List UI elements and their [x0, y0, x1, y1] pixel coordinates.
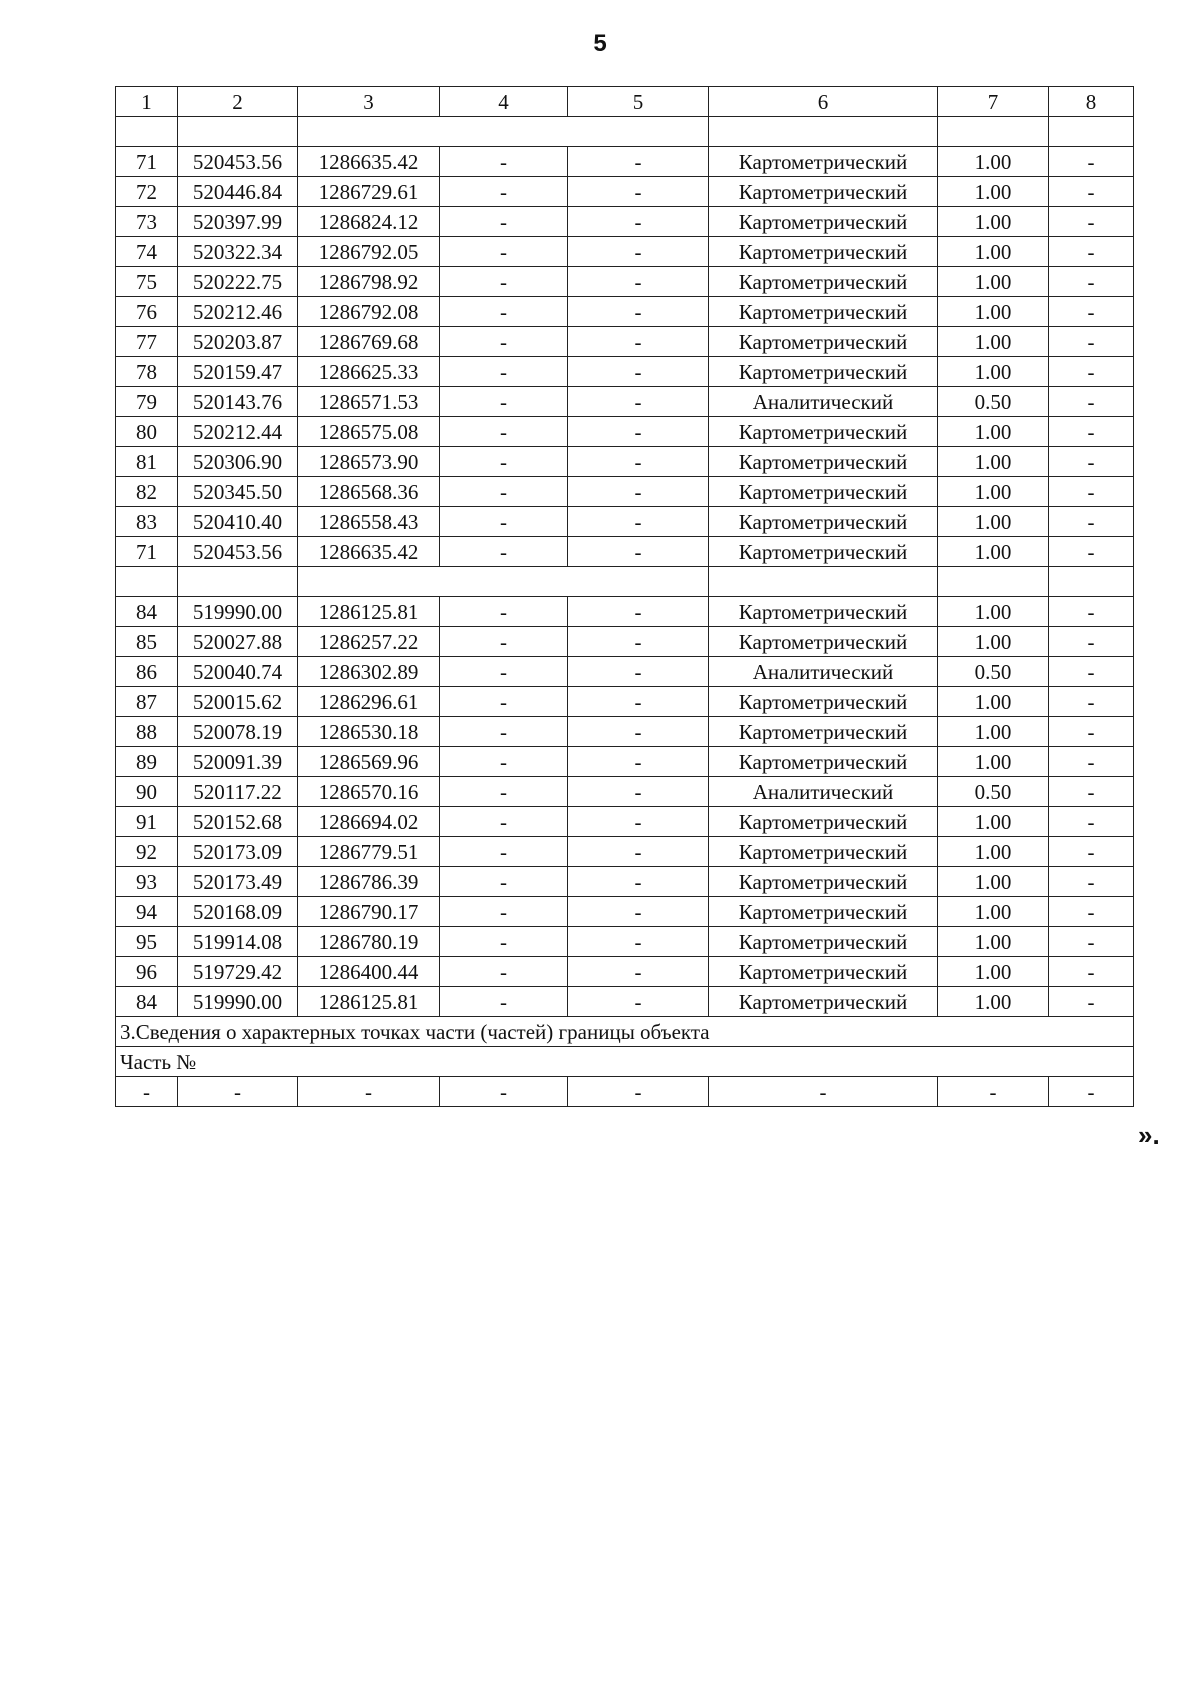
table-cell: 1.00	[938, 477, 1049, 507]
table-cell: -	[568, 927, 709, 957]
table-cell: -	[568, 147, 709, 177]
part-label: Часть №	[116, 1047, 1134, 1077]
table-row	[116, 747, 1134, 777]
table-cell: -	[568, 747, 709, 777]
boundary-points-table	[115, 86, 1134, 1107]
table-cell: -	[568, 237, 709, 267]
table-cell: 1286790.17	[298, 897, 440, 927]
table-cell: -	[568, 477, 709, 507]
table-cell: -	[440, 207, 568, 237]
table-cell: -	[440, 867, 568, 897]
table-cell: -	[568, 1077, 709, 1107]
table-cell: 1286125.81	[298, 987, 440, 1017]
table-cell: 94	[116, 897, 178, 927]
table-cell: 1286257.22	[298, 627, 440, 657]
table-cell: -	[568, 627, 709, 657]
table-cell: -	[1049, 327, 1134, 357]
table-cell: -	[440, 297, 568, 327]
table-cell: 84	[116, 987, 178, 1017]
table-row	[116, 507, 1134, 537]
table-cell: 91	[116, 807, 178, 837]
table-cell: -	[568, 987, 709, 1017]
table-cell: -	[938, 1077, 1049, 1107]
table-cell: -	[1049, 207, 1134, 237]
table-cell: -	[1049, 597, 1134, 627]
table-cell	[298, 117, 709, 147]
table-cell: 520152.68	[178, 807, 298, 837]
table-cell: 1.00	[938, 147, 1049, 177]
table-cell: 1286792.05	[298, 237, 440, 267]
table-cell: 520027.88	[178, 627, 298, 657]
table-cell: Картометрический	[709, 267, 938, 297]
table-cell: -	[568, 267, 709, 297]
table-cell: -	[709, 1077, 938, 1107]
table-cell: -	[568, 597, 709, 627]
table-row	[116, 867, 1134, 897]
table-cell: -	[568, 867, 709, 897]
table-cell: 87	[116, 687, 178, 717]
table-cell: -	[440, 387, 568, 417]
table-cell: 85	[116, 627, 178, 657]
table-cell: Картометрический	[709, 237, 938, 267]
table-cell: 92	[116, 837, 178, 867]
section-title: 3.Сведения о характерных точках части (частей) границы объекта	[116, 1017, 1134, 1047]
table-cell: 1286302.89	[298, 657, 440, 687]
table-cell: 83	[116, 507, 178, 537]
table-cell: -	[1049, 747, 1134, 777]
table-cell: 79	[116, 387, 178, 417]
table-cell: -	[568, 777, 709, 807]
table-cell: -	[1049, 357, 1134, 387]
table-row	[116, 627, 1134, 657]
table-cell: 1.00	[938, 987, 1049, 1017]
table-row	[116, 657, 1134, 687]
table-cell: 73	[116, 207, 178, 237]
table-cell: 520306.90	[178, 447, 298, 477]
table-cell: 86	[116, 657, 178, 687]
table-cell: -	[298, 1077, 440, 1107]
table-cell: 520173.49	[178, 867, 298, 897]
table-cell: Картометрический	[709, 897, 938, 927]
table-cell: -	[568, 357, 709, 387]
table-cell: -	[440, 957, 568, 987]
table-cell: -	[568, 417, 709, 447]
table-cell: 1286694.02	[298, 807, 440, 837]
table-cell: 1.00	[938, 687, 1049, 717]
table-cell: -	[568, 687, 709, 717]
table-cell: -	[1049, 507, 1134, 537]
table-cell: 78	[116, 357, 178, 387]
table-cell: 520322.34	[178, 237, 298, 267]
table-cell: -	[1049, 387, 1134, 417]
table-cell: 76	[116, 297, 178, 327]
table-row	[116, 297, 1134, 327]
table-cell: 1.00	[938, 357, 1049, 387]
table-cell: 1.00	[938, 207, 1049, 237]
table-cell: 74	[116, 237, 178, 267]
table-cell: -	[1049, 867, 1134, 897]
table-cell: Картометрический	[709, 297, 938, 327]
table-cell: 1286625.33	[298, 357, 440, 387]
table-row	[116, 837, 1134, 867]
table-cell: 1286558.43	[298, 507, 440, 537]
table-cell: 1.00	[938, 927, 1049, 957]
table-cell: -	[440, 897, 568, 927]
table-cell: -	[568, 897, 709, 927]
table-header-row	[116, 87, 1134, 117]
table-cell: -	[440, 477, 568, 507]
table-cell: 1.00	[938, 327, 1049, 357]
table-cell: 0.50	[938, 387, 1049, 417]
table-cell: 4	[440, 87, 568, 117]
table-row	[116, 897, 1134, 927]
table-row	[116, 717, 1134, 747]
table-cell: 1.00	[938, 297, 1049, 327]
table-cell	[116, 567, 178, 597]
table-cell: Картометрический	[709, 927, 938, 957]
table-cell: 1286575.08	[298, 417, 440, 447]
table-cell: 520446.84	[178, 177, 298, 207]
table-cell: 6	[709, 87, 938, 117]
table-cell: 520453.56	[178, 537, 298, 567]
table-cell: 1.00	[938, 267, 1049, 297]
table-cell: Картометрический	[709, 627, 938, 657]
table-cell: 82	[116, 477, 178, 507]
contour-separator-row	[116, 567, 1134, 597]
table-cell: 1286786.39	[298, 867, 440, 897]
table-cell: 519990.00	[178, 987, 298, 1017]
table-cell: 520117.22	[178, 777, 298, 807]
table-cell: -	[440, 927, 568, 957]
table-cell: Картометрический	[709, 507, 938, 537]
table-cell: 1.00	[938, 627, 1049, 657]
table-row	[116, 177, 1134, 207]
table-cell	[938, 117, 1049, 147]
table-cell: 0.50	[938, 657, 1049, 687]
table-row	[116, 417, 1134, 447]
table-row	[116, 327, 1134, 357]
table-cell: 520397.99	[178, 207, 298, 237]
table-cell: Картометрический	[709, 327, 938, 357]
table-cell: 520212.44	[178, 417, 298, 447]
table-cell: 1.00	[938, 237, 1049, 267]
table-row	[116, 267, 1134, 297]
table-cell: Картометрический	[709, 837, 938, 867]
table-cell: 1286780.19	[298, 927, 440, 957]
table-cell: 1286568.36	[298, 477, 440, 507]
table-cell: Аналитический	[709, 657, 938, 687]
table-row	[116, 147, 1134, 177]
table-cell: -	[1049, 267, 1134, 297]
table-cell: -	[1049, 1077, 1134, 1107]
table-cell: -	[440, 807, 568, 837]
table-cell: -	[1049, 627, 1134, 657]
table-cell: -	[440, 267, 568, 297]
table-row	[116, 807, 1134, 837]
table-cell: -	[1049, 537, 1134, 567]
table-cell: 520015.62	[178, 687, 298, 717]
table-cell: 1.00	[938, 897, 1049, 927]
table-cell: 80	[116, 417, 178, 447]
table-cell: -	[440, 747, 568, 777]
table-cell: -	[116, 1077, 178, 1107]
table-cell: 72	[116, 177, 178, 207]
table-cell: Картометрический	[709, 147, 938, 177]
table-cell	[1049, 117, 1134, 147]
table-cell: Картометрический	[709, 417, 938, 447]
table-cell: 520091.39	[178, 747, 298, 777]
table-cell: 3	[298, 87, 440, 117]
table-cell: 519914.08	[178, 927, 298, 957]
table-cell: -	[1049, 837, 1134, 867]
table-cell: -	[568, 387, 709, 417]
table-cell: -	[440, 447, 568, 477]
table-cell: 519729.42	[178, 957, 298, 987]
table-cell: Картометрический	[709, 537, 938, 567]
table-cell: -	[440, 537, 568, 567]
table-cell: 95	[116, 927, 178, 957]
table-row	[116, 207, 1134, 237]
contour-separator-row	[116, 117, 1134, 147]
table-cell	[298, 567, 709, 597]
closing-quote-mark: ».	[1138, 1120, 1160, 1150]
table-cell: Картометрический	[709, 477, 938, 507]
table-cell: 1286571.53	[298, 387, 440, 417]
table-cell: -	[1049, 177, 1134, 207]
table-cell	[709, 567, 938, 597]
table-cell: Картометрический	[709, 447, 938, 477]
table-cell: 84	[116, 597, 178, 627]
table-row	[116, 357, 1134, 387]
table-cell: 520078.19	[178, 717, 298, 747]
table-cell: Картометрический	[709, 357, 938, 387]
table-cell: 1286569.96	[298, 747, 440, 777]
table-cell: 520212.46	[178, 297, 298, 327]
table-cell: -	[568, 957, 709, 987]
table-cell: -	[440, 987, 568, 1017]
table-cell: 1.00	[938, 957, 1049, 987]
table-cell: -	[440, 177, 568, 207]
table-cell: 1286635.42	[298, 537, 440, 567]
table-cell: 1.00	[938, 447, 1049, 477]
table-cell: Картометрический	[709, 687, 938, 717]
table-row	[116, 987, 1134, 1017]
table-cell: 1286729.61	[298, 177, 440, 207]
table-cell: 1286530.18	[298, 717, 440, 747]
table-cell: Картометрический	[709, 177, 938, 207]
table-cell: 1.00	[938, 747, 1049, 777]
table-cell: Картометрический	[709, 717, 938, 747]
table-row	[116, 777, 1134, 807]
table-row	[116, 597, 1134, 627]
table-cell: 1286824.12	[298, 207, 440, 237]
table-cell: -	[440, 237, 568, 267]
table-cell: 1.00	[938, 717, 1049, 747]
table-cell: Картометрический	[709, 957, 938, 987]
section-title-row	[116, 1017, 1134, 1047]
table-cell: Аналитический	[709, 387, 938, 417]
table-cell: 2	[178, 87, 298, 117]
table-cell: -	[1049, 297, 1134, 327]
table-cell	[938, 567, 1049, 597]
table-cell: 1286769.68	[298, 327, 440, 357]
table-cell	[178, 117, 298, 147]
table-cell: -	[568, 657, 709, 687]
table-cell: 1.00	[938, 597, 1049, 627]
table-cell: -	[440, 777, 568, 807]
table-cell: -	[1049, 237, 1134, 267]
table-cell: 1286798.92	[298, 267, 440, 297]
table-cell: -	[440, 627, 568, 657]
table-cell: -	[1049, 447, 1134, 477]
table-cell: 1.00	[938, 537, 1049, 567]
table-cell: -	[440, 657, 568, 687]
table-cell: 1.00	[938, 867, 1049, 897]
table-cell	[709, 117, 938, 147]
table-cell: -	[1049, 957, 1134, 987]
table-cell: -	[568, 507, 709, 537]
table-cell: 1	[116, 87, 178, 117]
table-cell: 1.00	[938, 507, 1049, 537]
table-cell: 71	[116, 147, 178, 177]
table-row	[116, 447, 1134, 477]
table-cell: 96	[116, 957, 178, 987]
table-row	[116, 957, 1134, 987]
table-cell: -	[568, 537, 709, 567]
table-cell: -	[440, 147, 568, 177]
table-cell: 519990.00	[178, 597, 298, 627]
table-cell: -	[440, 687, 568, 717]
table-cell: -	[1049, 777, 1134, 807]
table-cell: -	[568, 807, 709, 837]
table-cell: -	[568, 177, 709, 207]
table-cell: 88	[116, 717, 178, 747]
table-row	[116, 537, 1134, 567]
table-cell: -	[440, 597, 568, 627]
table-cell: Картометрический	[709, 867, 938, 897]
table-cell: -	[568, 207, 709, 237]
table-cell: 1.00	[938, 417, 1049, 447]
table-cell: 520173.09	[178, 837, 298, 867]
table-cell: 7	[938, 87, 1049, 117]
table-cell: -	[568, 837, 709, 867]
table-row	[116, 687, 1134, 717]
table-cell: -	[1049, 417, 1134, 447]
table-cell: Аналитический	[709, 777, 938, 807]
table-cell: 520203.87	[178, 327, 298, 357]
table-cell: 1286792.08	[298, 297, 440, 327]
table-cell: 520159.47	[178, 357, 298, 387]
table-cell: 90	[116, 777, 178, 807]
table-cell	[1049, 567, 1134, 597]
table-cell: Картометрический	[709, 987, 938, 1017]
table-cell: 5	[568, 87, 709, 117]
table-cell	[178, 567, 298, 597]
table-cell: 520410.40	[178, 507, 298, 537]
table-row	[116, 477, 1134, 507]
table-cell: 520345.50	[178, 477, 298, 507]
table-cell: -	[1049, 897, 1134, 927]
table-cell: -	[440, 507, 568, 537]
table-cell: 520453.56	[178, 147, 298, 177]
table-cell: -	[1049, 717, 1134, 747]
table-cell: -	[1049, 477, 1134, 507]
table-cell: -	[440, 417, 568, 447]
table-cell: -	[1049, 657, 1134, 687]
table-cell: 1.00	[938, 177, 1049, 207]
table-cell: -	[568, 447, 709, 477]
table-cell: -	[568, 327, 709, 357]
page-number: 5	[593, 30, 607, 57]
table-cell: 81	[116, 447, 178, 477]
table-cell: 71	[116, 537, 178, 567]
table-row	[116, 1077, 1134, 1107]
table-cell: -	[1049, 807, 1134, 837]
table-cell: -	[1049, 147, 1134, 177]
table-cell: 89	[116, 747, 178, 777]
table-cell: -	[1049, 987, 1134, 1017]
table-cell: 75	[116, 267, 178, 297]
table-cell: -	[1049, 927, 1134, 957]
table-row	[116, 927, 1134, 957]
table-cell: -	[178, 1077, 298, 1107]
table-cell	[116, 117, 178, 147]
table-cell: 1286125.81	[298, 597, 440, 627]
table-cell: -	[568, 297, 709, 327]
table-cell: Картометрический	[709, 597, 938, 627]
table-cell: -	[440, 1077, 568, 1107]
table-cell: -	[440, 327, 568, 357]
table-cell: -	[440, 357, 568, 387]
table-cell: 93	[116, 867, 178, 897]
table-cell: 520040.74	[178, 657, 298, 687]
part-label-row	[116, 1047, 1134, 1077]
table-cell: -	[440, 837, 568, 867]
table-cell: 520222.75	[178, 267, 298, 297]
table-cell: Картометрический	[709, 207, 938, 237]
table-row	[116, 237, 1134, 267]
table-cell: 1286635.42	[298, 147, 440, 177]
table-row	[116, 387, 1134, 417]
table-cell: 1286296.61	[298, 687, 440, 717]
table-cell: 520168.09	[178, 897, 298, 927]
table-cell: 520143.76	[178, 387, 298, 417]
table-cell: 1286573.90	[298, 447, 440, 477]
table-cell: 0.50	[938, 777, 1049, 807]
table-cell: 8	[1049, 87, 1134, 117]
table-cell: 1286400.44	[298, 957, 440, 987]
table-cell: -	[440, 717, 568, 747]
table-cell: Картометрический	[709, 747, 938, 777]
table-cell: 1286779.51	[298, 837, 440, 867]
table-cell: -	[568, 717, 709, 747]
table-cell: Картометрический	[709, 807, 938, 837]
table-cell: 77	[116, 327, 178, 357]
table-cell: 1.00	[938, 807, 1049, 837]
table-cell: 1286570.16	[298, 777, 440, 807]
table-cell: 1.00	[938, 837, 1049, 867]
table-cell: -	[1049, 687, 1134, 717]
